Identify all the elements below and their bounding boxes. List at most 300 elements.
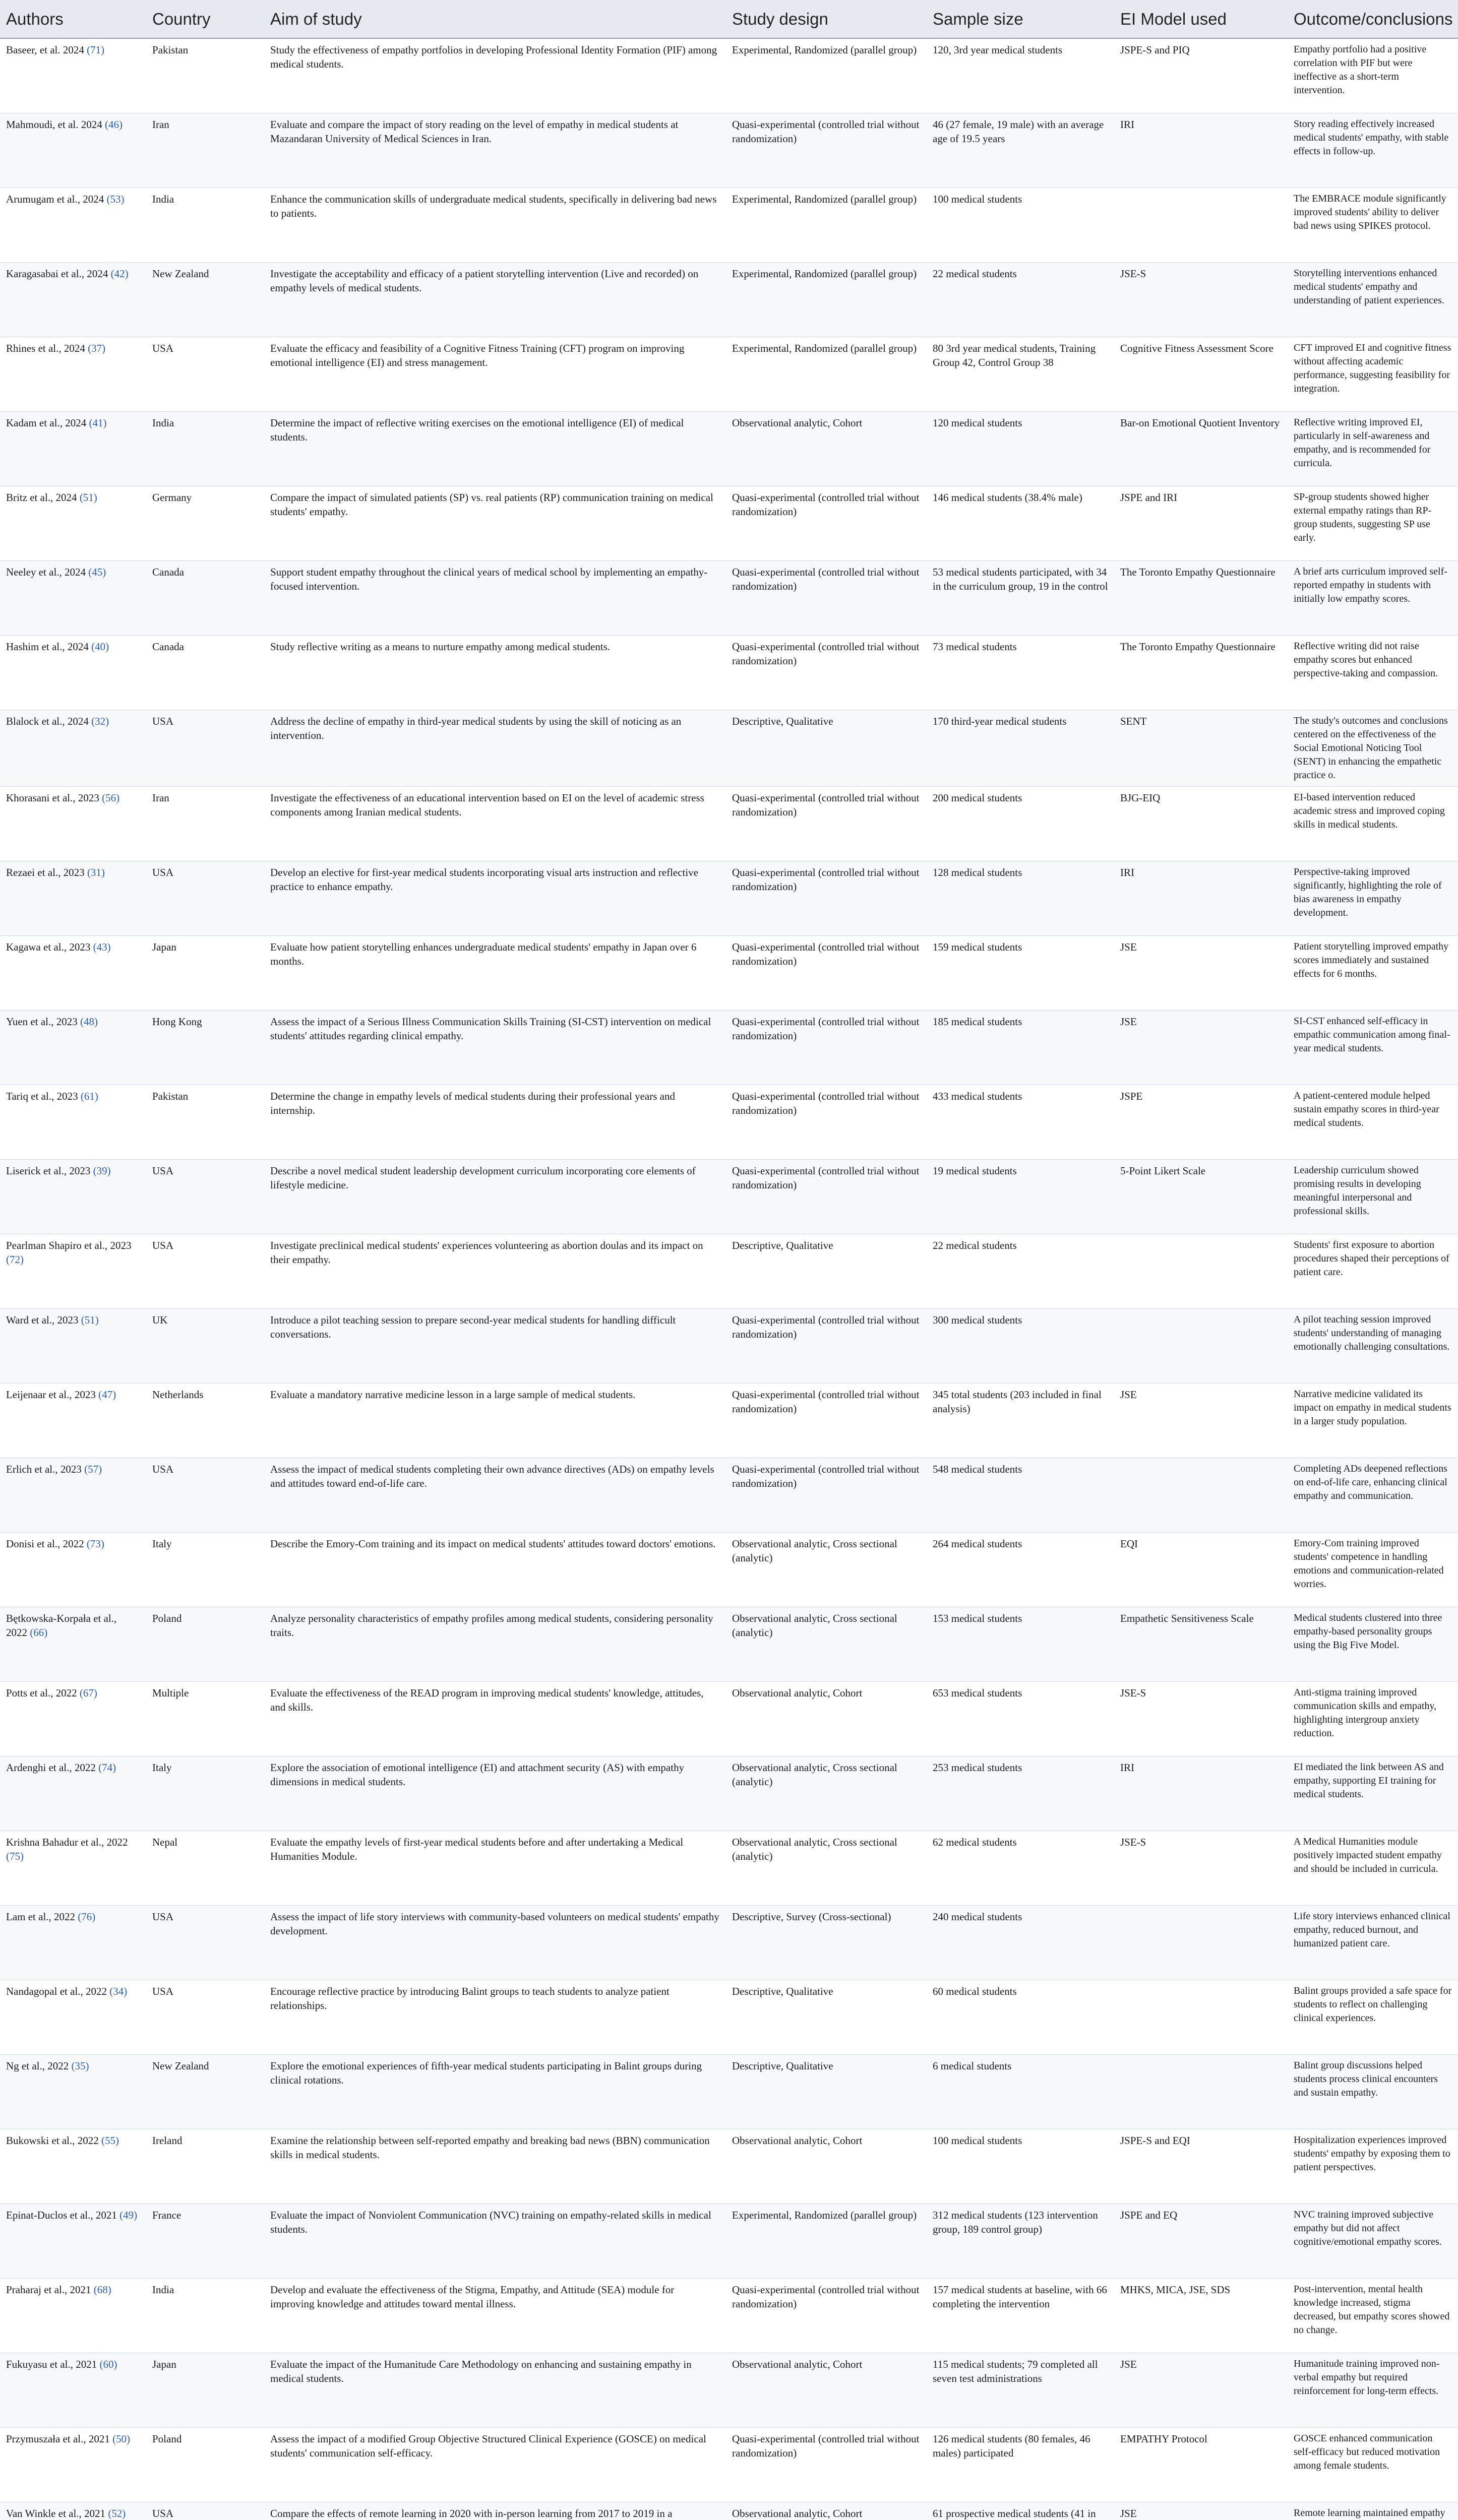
cell-country: Iran bbox=[146, 786, 264, 861]
cell-author bbox=[0, 560, 146, 635]
cell-author bbox=[0, 113, 146, 187]
reference-link[interactable]: (49) bbox=[119, 2209, 138, 2221]
cell-aim: Encourage reflective practice by introducing Balint groups to teach students to analyze patient relationships. bbox=[264, 1980, 726, 2054]
cell-aim: Evaluate the effectiveness of the READ program in improving medical students' knowledge, attitudes, and skills. bbox=[264, 1681, 726, 1756]
cell-sample: 653 medical students bbox=[927, 1681, 1114, 1756]
cell-design: Experimental, Randomized (parallel group) bbox=[726, 262, 927, 337]
cell-model bbox=[1114, 1458, 1288, 1532]
cell-sample: 62 medical students bbox=[927, 1831, 1114, 1905]
cell-aim: Support student empathy throughout the clinical years of medical school by implementing an empathy-focused intervention. bbox=[264, 560, 726, 635]
header-outcome: Outcome/conclusions bbox=[1288, 0, 1458, 38]
cell-author bbox=[0, 1010, 146, 1085]
reference-link[interactable]: (61) bbox=[80, 1090, 98, 1102]
cell-sample: 300 medical students bbox=[927, 1308, 1114, 1383]
cell-model: MHKS, MICA, JSE, SDS bbox=[1114, 2278, 1288, 2353]
cell-author bbox=[0, 2054, 146, 2129]
reference-link[interactable]: (68) bbox=[93, 2283, 111, 2296]
author-name: Ardenghi et al., 2022 bbox=[6, 1761, 96, 1774]
reference-link[interactable]: (32) bbox=[91, 715, 109, 727]
cell-sample: 159 medical students bbox=[927, 935, 1114, 1010]
cell-author bbox=[0, 262, 146, 337]
cell-model: IRI bbox=[1114, 1756, 1288, 1831]
cell-aim: Enhance the communication skills of undergraduate medical students, specifically in delivering bad news to patients. bbox=[264, 187, 726, 262]
cell-sample: 46 (27 female, 19 male) with an average age of 19.5 years bbox=[927, 113, 1114, 187]
cell-outcome: Humanitude training improved non-verbal empathy but required reinforcement for long-term effects. bbox=[1288, 2353, 1458, 2427]
cell-model: Cognitive Fitness Assessment Score bbox=[1114, 337, 1288, 411]
reference-link[interactable]: (71) bbox=[87, 44, 105, 56]
reference-link[interactable]: (47) bbox=[98, 1388, 116, 1401]
table-row bbox=[0, 1756, 1458, 1831]
cell-design: Descriptive, Qualitative bbox=[726, 1234, 927, 1308]
header-aim: Aim of study bbox=[264, 0, 726, 38]
table-row bbox=[0, 2129, 1458, 2203]
cell-model bbox=[1114, 2054, 1288, 2129]
cell-model: 5-Point Likert Scale bbox=[1114, 1159, 1288, 1234]
cell-author bbox=[0, 337, 146, 411]
cell-outcome: A patient-centered module helped sustain empathy scores in third-year medical students. bbox=[1288, 1085, 1458, 1159]
cell-aim: Evaluate how patient storytelling enhances undergraduate medical students' empathy in Japan over 6 months. bbox=[264, 935, 726, 1010]
cell-country: New Zealand bbox=[146, 2054, 264, 2129]
author-name: Tariq et al., 2023 bbox=[6, 1090, 78, 1102]
cell-country: Hong Kong bbox=[146, 1010, 264, 1085]
cell-aim: Compare the impact of simulated patients (SP) vs. real patients (RP) communication training on medical students' empathy. bbox=[264, 486, 726, 560]
table-row bbox=[0, 1085, 1458, 1159]
reference-link[interactable]: (51) bbox=[81, 1313, 99, 1326]
table-row bbox=[0, 2203, 1458, 2278]
cell-design: Quasi-experimental (controlled trial without randomization) bbox=[726, 635, 927, 710]
cell-country: India bbox=[146, 187, 264, 262]
table-row bbox=[0, 1458, 1458, 1532]
table-row bbox=[0, 1681, 1458, 1756]
cell-country: Germany bbox=[146, 486, 264, 560]
cell-outcome: The study's outcomes and conclusions centered on the effectiveness of the Social Emotional Noticing Tool (SENT) in enhancing the empathetic practice o. bbox=[1288, 710, 1458, 786]
reference-link[interactable]: (53) bbox=[106, 193, 125, 205]
cell-sample: 22 medical students bbox=[927, 262, 1114, 337]
cell-author bbox=[0, 38, 146, 113]
author-name: Przymuszała et al., 2021 bbox=[6, 2432, 110, 2445]
cell-author bbox=[0, 935, 146, 1010]
table-row bbox=[0, 1607, 1458, 1681]
cell-model: EQI bbox=[1114, 1532, 1288, 1607]
cell-country: Italy bbox=[146, 1756, 264, 1831]
cell-author bbox=[0, 411, 146, 486]
reference-link[interactable]: (57) bbox=[84, 1463, 102, 1475]
author-name: Donisi et al., 2022 bbox=[6, 1537, 84, 1550]
cell-outcome: Post-intervention, mental health knowledge increased, stigma decreased, but empathy scores showed no change. bbox=[1288, 2278, 1458, 2353]
cell-model: The Toronto Empathy Questionnaire bbox=[1114, 560, 1288, 635]
reference-link[interactable]: (34) bbox=[109, 1985, 128, 1997]
author-name: Britz et al., 2024 bbox=[6, 491, 77, 503]
cell-outcome: Medical students clustered into three empathy-based personality groups using the Big Five Model. bbox=[1288, 1607, 1458, 1681]
cell-design: Experimental, Randomized (parallel group) bbox=[726, 337, 927, 411]
table-row bbox=[0, 786, 1458, 861]
cell-design: Quasi-experimental (controlled trial without randomization) bbox=[726, 113, 927, 187]
table-row bbox=[0, 2054, 1458, 2129]
cell-country: USA bbox=[146, 861, 264, 935]
cell-design: Observational analytic, Cohort bbox=[726, 2129, 927, 2203]
cell-author bbox=[0, 2353, 146, 2427]
cell-model: JSE bbox=[1114, 2502, 1288, 2520]
table-row bbox=[0, 1234, 1458, 1308]
table-row bbox=[0, 861, 1458, 935]
cell-author bbox=[0, 635, 146, 710]
cell-model: JSPE bbox=[1114, 1085, 1288, 1159]
author-name: Neeley et al., 2024 bbox=[6, 565, 86, 578]
cell-sample: 115 medical students; 79 completed all seven test administrations bbox=[927, 2353, 1114, 2427]
cell-aim: Address the decline of empathy in third-year medical students by using the skill of noticing as an intervention. bbox=[264, 710, 726, 786]
cell-outcome: Balint group discussions helped students process clinical encounters and sustain empathy. bbox=[1288, 2054, 1458, 2129]
cell-author bbox=[0, 1159, 146, 1234]
author-name: Fukuyasu et al., 2021 bbox=[6, 2358, 97, 2370]
cell-outcome: Perspective-taking improved significantly, highlighting the role of bias awareness in empathy development. bbox=[1288, 861, 1458, 935]
cell-aim: Explore the emotional experiences of fifth-year medical students participating in Balint groups during clinical rotations. bbox=[264, 2054, 726, 2129]
cell-design: Observational analytic, Cohort bbox=[726, 2353, 927, 2427]
reference-link[interactable]: (41) bbox=[89, 416, 107, 429]
table-row bbox=[0, 2427, 1458, 2502]
cell-aim: Assess the impact of a modified Group Objective Structured Clinical Experience (GOSCE) on medical students' communication self-efficacy. bbox=[264, 2427, 726, 2502]
author-name: Kadam et al., 2024 bbox=[6, 416, 87, 429]
cell-country: Pakistan bbox=[146, 1085, 264, 1159]
author-name: Khorasani et al., 2023 bbox=[6, 791, 99, 804]
cell-author bbox=[0, 1532, 146, 1607]
cell-author bbox=[0, 1831, 146, 1905]
cell-country: Japan bbox=[146, 935, 264, 1010]
cell-outcome: GOSCE enhanced communication self-efficacy but reduced motivation among female students. bbox=[1288, 2427, 1458, 2502]
cell-design: Quasi-experimental (controlled trial without randomization) bbox=[726, 2278, 927, 2353]
table-row bbox=[0, 1159, 1458, 1234]
cell-aim: Assess the impact of medical students completing their own advance directives (ADs) on empathy levels and attitudes toward end-of-life care. bbox=[264, 1458, 726, 1532]
cell-author bbox=[0, 1234, 146, 1308]
author-name: Nandagopal et al., 2022 bbox=[6, 1985, 107, 1997]
cell-design: Quasi-experimental (controlled trial without randomization) bbox=[726, 1383, 927, 1458]
author-name: Bukowski et al., 2022 bbox=[6, 2134, 99, 2147]
table-row bbox=[0, 113, 1458, 187]
cell-design: Experimental, Randomized (parallel group) bbox=[726, 2203, 927, 2278]
cell-country: USA bbox=[146, 1234, 264, 1308]
cell-author bbox=[0, 2502, 146, 2520]
table-row bbox=[0, 1905, 1458, 1980]
cell-country: Canada bbox=[146, 560, 264, 635]
table-row bbox=[0, 935, 1458, 1010]
cell-country: New Zealand bbox=[146, 262, 264, 337]
cell-aim: Evaluate the impact of Nonviolent Communication (NVC) training on empathy-related skills in medical students. bbox=[264, 2203, 726, 2278]
cell-design: Observational analytic, Cross sectional (analytic) bbox=[726, 1756, 927, 1831]
cell-aim: Investigate the effectiveness of an educational intervention based on EI on the level of academic stress components among Iranian medical students. bbox=[264, 786, 726, 861]
table-header bbox=[0, 0, 1458, 38]
cell-model: JSE-S bbox=[1114, 1681, 1288, 1756]
author-name: Baseer, et al. 2024 bbox=[6, 44, 84, 56]
author-name: Van Winkle et al., 2021 bbox=[6, 2507, 106, 2519]
cell-sample: 153 medical students bbox=[927, 1607, 1114, 1681]
cell-model: JSPE and EQ bbox=[1114, 2203, 1288, 2278]
cell-outcome: Storytelling interventions enhanced medical students' empathy and understanding of patient experiences. bbox=[1288, 262, 1458, 337]
table-row bbox=[0, 486, 1458, 560]
cell-outcome: A brief arts curriculum improved self-reported empathy in students with initially low empathy scores. bbox=[1288, 560, 1458, 635]
author-name: Hashim et al., 2024 bbox=[6, 640, 89, 653]
cell-sample: 128 medical students bbox=[927, 861, 1114, 935]
cell-aim: Describe the Emory-Com training and its impact on medical students' attitudes toward doctors' emotions. bbox=[264, 1532, 726, 1607]
cell-model: IRI bbox=[1114, 861, 1288, 935]
cell-outcome: EI-based intervention reduced academic stress and improved coping skills in medical students. bbox=[1288, 786, 1458, 861]
reference-link[interactable]: (35) bbox=[71, 2059, 89, 2072]
cell-design: Quasi-experimental (controlled trial without randomization) bbox=[726, 861, 927, 935]
cell-aim: Determine the impact of reflective writing exercises on the emotional intelligence (EI) of medical students. bbox=[264, 411, 726, 486]
table-row bbox=[0, 1532, 1458, 1607]
table-row bbox=[0, 2278, 1458, 2353]
header-model: EI Model used bbox=[1114, 0, 1288, 38]
cell-outcome: Reflective writing improved EI, particularly in self-awareness and empathy, and is recommended for curricula. bbox=[1288, 411, 1458, 486]
cell-author bbox=[0, 1383, 146, 1458]
cell-outcome: Story reading effectively increased medical students' empathy, with stable effects in follow-up. bbox=[1288, 113, 1458, 187]
header-sample: Sample size bbox=[927, 0, 1114, 38]
reference-link[interactable]: (31) bbox=[87, 866, 105, 878]
cell-model: JSE bbox=[1114, 1383, 1288, 1458]
cell-aim: Develop an elective for first-year medical students incorporating visual arts instruction and reflective practice to enhance empathy. bbox=[264, 861, 726, 935]
cell-author bbox=[0, 2203, 146, 2278]
cell-outcome: Life story interviews enhanced clinical empathy, reduced burnout, and humanized patient care. bbox=[1288, 1905, 1458, 1980]
cell-aim: Evaluate a mandatory narrative medicine lesson in a large sample of medical students. bbox=[264, 1383, 726, 1458]
cell-aim: Examine the relationship between self-reported empathy and breaking bad news (BBN) communication skills in medical students. bbox=[264, 2129, 726, 2203]
cell-design: Observational analytic, Cohort bbox=[726, 1681, 927, 1756]
cell-design: Quasi-experimental (controlled trial without randomization) bbox=[726, 1085, 927, 1159]
cell-author bbox=[0, 1681, 146, 1756]
cell-outcome: Emory-Com training improved students' competence in handling emotions and communication-related worries. bbox=[1288, 1532, 1458, 1607]
cell-country: USA bbox=[146, 1980, 264, 2054]
cell-sample: 157 medical students at baseline, with 66 completing the intervention bbox=[927, 2278, 1114, 2353]
reference-link[interactable]: (75) bbox=[6, 1850, 24, 1862]
author-name: Liserick et al., 2023 bbox=[6, 1164, 91, 1177]
cell-author bbox=[0, 2427, 146, 2502]
cell-sample: 185 medical students bbox=[927, 1010, 1114, 1085]
cell-design: Observational analytic, Cross sectional (analytic) bbox=[726, 1831, 927, 1905]
cell-author bbox=[0, 1458, 146, 1532]
cell-outcome: Remote learning maintained empathy bbox=[1288, 2502, 1458, 2520]
author-name: Bętkowska-Korpała et al., 2022 bbox=[6, 1612, 117, 1639]
cell-model: IRI bbox=[1114, 113, 1288, 187]
cell-design: Quasi-experimental (controlled trial without randomization) bbox=[726, 1159, 927, 1234]
cell-aim: Describe a novel medical student leadership development curriculum incorporating core elements of lifestyle medicine. bbox=[264, 1159, 726, 1234]
cell-country: Poland bbox=[146, 2427, 264, 2502]
cell-sample: 264 medical students bbox=[927, 1532, 1114, 1607]
table-row bbox=[0, 2502, 1458, 2520]
table-row bbox=[0, 38, 1458, 113]
table-row bbox=[0, 187, 1458, 262]
cell-country: Multiple bbox=[146, 1681, 264, 1756]
cell-design: Experimental, Randomized (parallel group) bbox=[726, 38, 927, 113]
cell-country: Netherlands bbox=[146, 1383, 264, 1458]
cell-model: JSE bbox=[1114, 1010, 1288, 1085]
cell-design: Quasi-experimental (controlled trial without randomization) bbox=[726, 1458, 927, 1532]
cell-sample: 73 medical students bbox=[927, 635, 1114, 710]
cell-author bbox=[0, 1308, 146, 1383]
cell-sample: 126 medical students (80 females, 46 males) participated bbox=[927, 2427, 1114, 2502]
cell-aim: Assess the impact of a Serious Illness Communication Skills Training (SI-CST) intervention on medical students' attitudes regarding clinical empathy. bbox=[264, 1010, 726, 1085]
reference-link[interactable]: (37) bbox=[88, 342, 106, 354]
cell-author bbox=[0, 486, 146, 560]
reference-link[interactable]: (40) bbox=[91, 640, 109, 653]
cell-aim: Study reflective writing as a means to nurture empathy among medical students. bbox=[264, 635, 726, 710]
author-name: Ward et al., 2023 bbox=[6, 1313, 79, 1326]
author-name: Lam et al., 2022 bbox=[6, 1910, 76, 1923]
cell-model bbox=[1114, 187, 1288, 262]
cell-aim: Study the effectiveness of empathy portfolios in developing Professional Identity Formation (PIF) among medical students. bbox=[264, 38, 726, 113]
reference-link[interactable]: (60) bbox=[99, 2358, 117, 2370]
reference-link[interactable]: (72) bbox=[6, 1253, 24, 1266]
cell-author bbox=[0, 710, 146, 786]
cell-outcome: Completing ADs deepened reflections on end-of-life care, enhancing clinical empathy and communication. bbox=[1288, 1458, 1458, 1532]
cell-outcome: Reflective writing did not raise empathy scores but enhanced perspective-taking and compassion. bbox=[1288, 635, 1458, 710]
reference-link[interactable]: (51) bbox=[79, 491, 97, 503]
reference-link[interactable]: (67) bbox=[79, 1686, 97, 1699]
cell-country: Pakistan bbox=[146, 38, 264, 113]
cell-sample: 22 medical students bbox=[927, 1234, 1114, 1308]
author-name: Erlich et al., 2023 bbox=[6, 1463, 82, 1475]
cell-design: Quasi-experimental (controlled trial without randomization) bbox=[726, 2427, 927, 2502]
reference-link[interactable]: (43) bbox=[93, 940, 111, 953]
cell-aim: Investigate preclinical medical students' experiences volunteering as abortion doulas and its impact on their empathy. bbox=[264, 1234, 726, 1308]
reference-link[interactable]: (73) bbox=[86, 1537, 104, 1550]
cell-country: India bbox=[146, 2278, 264, 2353]
cell-aim: Introduce a pilot teaching session to prepare second-year medical students for handling difficult conversations. bbox=[264, 1308, 726, 1383]
author-name: Rezaei et al., 2023 bbox=[6, 866, 85, 878]
cell-country: USA bbox=[146, 1458, 264, 1532]
author-name: Potts et al., 2022 bbox=[6, 1686, 77, 1699]
cell-author bbox=[0, 1980, 146, 2054]
cell-model: SENT bbox=[1114, 710, 1288, 786]
cell-country: Ireland bbox=[146, 2129, 264, 2203]
reference-link[interactable]: (74) bbox=[98, 1761, 116, 1774]
cell-aim: Assess the impact of life story interviews with community-based volunteers on medical students' empathy development. bbox=[264, 1905, 726, 1980]
cell-sample: 120, 3rd year medical students bbox=[927, 38, 1114, 113]
cell-author bbox=[0, 187, 146, 262]
cell-design: Descriptive, Qualitative bbox=[726, 2054, 927, 2129]
cell-country: Italy bbox=[146, 1532, 264, 1607]
reference-link[interactable]: (42) bbox=[110, 267, 129, 280]
author-name: Ng et al., 2022 bbox=[6, 2059, 69, 2072]
author-name: Epinat-Duclos et al., 2021 bbox=[6, 2209, 117, 2221]
cell-aim: Analyze personality characteristics of empathy profiles among medical students, considering personality traits. bbox=[264, 1607, 726, 1681]
cell-sample: 345 total students (203 included in final analysis) bbox=[927, 1383, 1114, 1458]
cell-outcome: NVC training improved subjective empathy but did not affect cognitive/emotional empathy scores. bbox=[1288, 2203, 1458, 2278]
header-design: Study design bbox=[726, 0, 927, 38]
cell-sample: 433 medical students bbox=[927, 1085, 1114, 1159]
cell-sample: 146 medical students (38.4% male) bbox=[927, 486, 1114, 560]
cell-design: Quasi-experimental (controlled trial without randomization) bbox=[726, 935, 927, 1010]
author-name: Praharaj et al., 2021 bbox=[6, 2283, 91, 2296]
cell-outcome: A Medical Humanities module positively impacted student empathy and should be included in curricula. bbox=[1288, 1831, 1458, 1905]
reference-link[interactable]: (52) bbox=[108, 2507, 126, 2519]
cell-sample: 100 medical students bbox=[927, 2129, 1114, 2203]
cell-design: Observational analytic, Cohort bbox=[726, 411, 927, 486]
table-row bbox=[0, 1980, 1458, 2054]
table-row bbox=[0, 2353, 1458, 2427]
cell-author bbox=[0, 1905, 146, 1980]
cell-model: JSE bbox=[1114, 2353, 1288, 2427]
cell-outcome: Balint groups provided a safe space for students to reflect on challenging clinical experiences. bbox=[1288, 1980, 1458, 2054]
cell-model: JSE bbox=[1114, 935, 1288, 1010]
reference-link[interactable]: (48) bbox=[80, 1015, 98, 1028]
reference-link[interactable]: (50) bbox=[112, 2432, 131, 2445]
cell-design: Quasi-experimental (controlled trial without randomization) bbox=[726, 1308, 927, 1383]
table-row bbox=[0, 337, 1458, 411]
cell-outcome: The EMBRACE module significantly improved students' ability to deliver bad news using SPIKES protocol. bbox=[1288, 187, 1458, 262]
cell-outcome: Empathy portfolio had a positive correlation with PIF but were ineffective as a short-term intervention. bbox=[1288, 38, 1458, 113]
author-name: Leijenaar et al., 2023 bbox=[6, 1388, 96, 1401]
reference-link[interactable]: (39) bbox=[93, 1164, 111, 1177]
cell-sample: 170 third-year medical students bbox=[927, 710, 1114, 786]
author-name: Kagawa et al., 2023 bbox=[6, 940, 91, 953]
cell-country: USA bbox=[146, 710, 264, 786]
cell-aim: Evaluate the impact of the Humanitude Care Methodology on enhancing and sustaining empathy in medical students. bbox=[264, 2353, 726, 2427]
cell-country: Canada bbox=[146, 635, 264, 710]
author-name: Rhines et al., 2024 bbox=[6, 342, 85, 354]
cell-sample: 80 3rd year medical students, Training Group 42, Control Group 38 bbox=[927, 337, 1114, 411]
table-row bbox=[0, 560, 1458, 635]
cell-aim: Evaluate and compare the impact of story reading on the level of empathy in medical students at Mazandaran University of Medical Sciences in Iran. bbox=[264, 113, 726, 187]
reference-link[interactable]: (45) bbox=[88, 565, 106, 578]
cell-model: JSE-S bbox=[1114, 262, 1288, 337]
cell-outcome: EI mediated the link between AS and empathy, supporting EI training for medical students. bbox=[1288, 1756, 1458, 1831]
author-name: Arumugam et al., 2024 bbox=[6, 193, 104, 205]
cell-sample: 240 medical students bbox=[927, 1905, 1114, 1980]
cell-design: Descriptive, Qualitative bbox=[726, 710, 927, 786]
cell-model bbox=[1114, 1980, 1288, 2054]
cell-author bbox=[0, 1607, 146, 1681]
cell-design: Observational analytic, Cross sectional (analytic) bbox=[726, 1532, 927, 1607]
cell-outcome: Leadership curriculum showed promising results in developing meaningful interpersonal and professional skills. bbox=[1288, 1159, 1458, 1234]
cell-model: Bar-on Emotional Quotient Inventory bbox=[1114, 411, 1288, 486]
table-row bbox=[0, 262, 1458, 337]
cell-design: Quasi-experimental (controlled trial without randomization) bbox=[726, 560, 927, 635]
cell-model: JSE-S bbox=[1114, 1831, 1288, 1905]
reference-link[interactable]: (66) bbox=[30, 1626, 48, 1639]
cell-sample: 548 medical students bbox=[927, 1458, 1114, 1532]
cell-country: Japan bbox=[146, 2353, 264, 2427]
cell-country: Iran bbox=[146, 113, 264, 187]
cell-outcome: Narrative medicine validated its impact on empathy in medical students in a larger study population. bbox=[1288, 1383, 1458, 1458]
author-name: Blalock et al., 2024 bbox=[6, 715, 89, 727]
cell-sample: 100 medical students bbox=[927, 187, 1114, 262]
cell-sample: 19 medical students bbox=[927, 1159, 1114, 1234]
cell-country: USA bbox=[146, 1159, 264, 1234]
cell-country: USA bbox=[146, 1905, 264, 1980]
cell-design: Observational analytic, Cohort bbox=[726, 2502, 927, 2520]
cell-aim: Explore the association of emotional intelligence (EI) and attachment security (AS) with empathy dimensions in medical students. bbox=[264, 1756, 726, 1831]
cell-model: Empathetic Sensitiveness Scale bbox=[1114, 1607, 1288, 1681]
cell-country: India bbox=[146, 411, 264, 486]
cell-author bbox=[0, 2278, 146, 2353]
cell-model: JSPE-S and PIQ bbox=[1114, 38, 1288, 113]
table-row bbox=[0, 1010, 1458, 1085]
cell-sample: 53 medical students participated, with 34 in the curriculum group, 19 in the control bbox=[927, 560, 1114, 635]
cell-aim: Compare the effects of remote learning in 2020 with in-person learning from 2017 to 2019 in a bbox=[264, 2502, 726, 2520]
reference-link[interactable]: (55) bbox=[101, 2134, 119, 2147]
cell-country: UK bbox=[146, 1308, 264, 1383]
cell-model bbox=[1114, 1308, 1288, 1383]
cell-aim: Develop and evaluate the effectiveness of the Stigma, Empathy, and Attitude (SEA) module for improving knowledge and attitudes toward mental illness. bbox=[264, 2278, 726, 2353]
cell-outcome: Anti-stigma training improved communication skills and empathy, highlighting intergroup anxiety reduction. bbox=[1288, 1681, 1458, 1756]
reference-link[interactable]: (56) bbox=[102, 791, 120, 804]
author-name: Yuen et al., 2023 bbox=[6, 1015, 78, 1028]
reference-link[interactable]: (46) bbox=[104, 118, 123, 131]
reference-link[interactable]: (76) bbox=[78, 1910, 96, 1923]
cell-country: Nepal bbox=[146, 1831, 264, 1905]
cell-sample: 120 medical students bbox=[927, 411, 1114, 486]
cell-sample: 253 medical students bbox=[927, 1756, 1114, 1831]
cell-outcome: SP-group students showed higher external empathy ratings than RP-group students, suggesting SP use early. bbox=[1288, 486, 1458, 560]
cell-model: The Toronto Empathy Questionnaire bbox=[1114, 635, 1288, 710]
cell-model: BJG-EIQ bbox=[1114, 786, 1288, 861]
